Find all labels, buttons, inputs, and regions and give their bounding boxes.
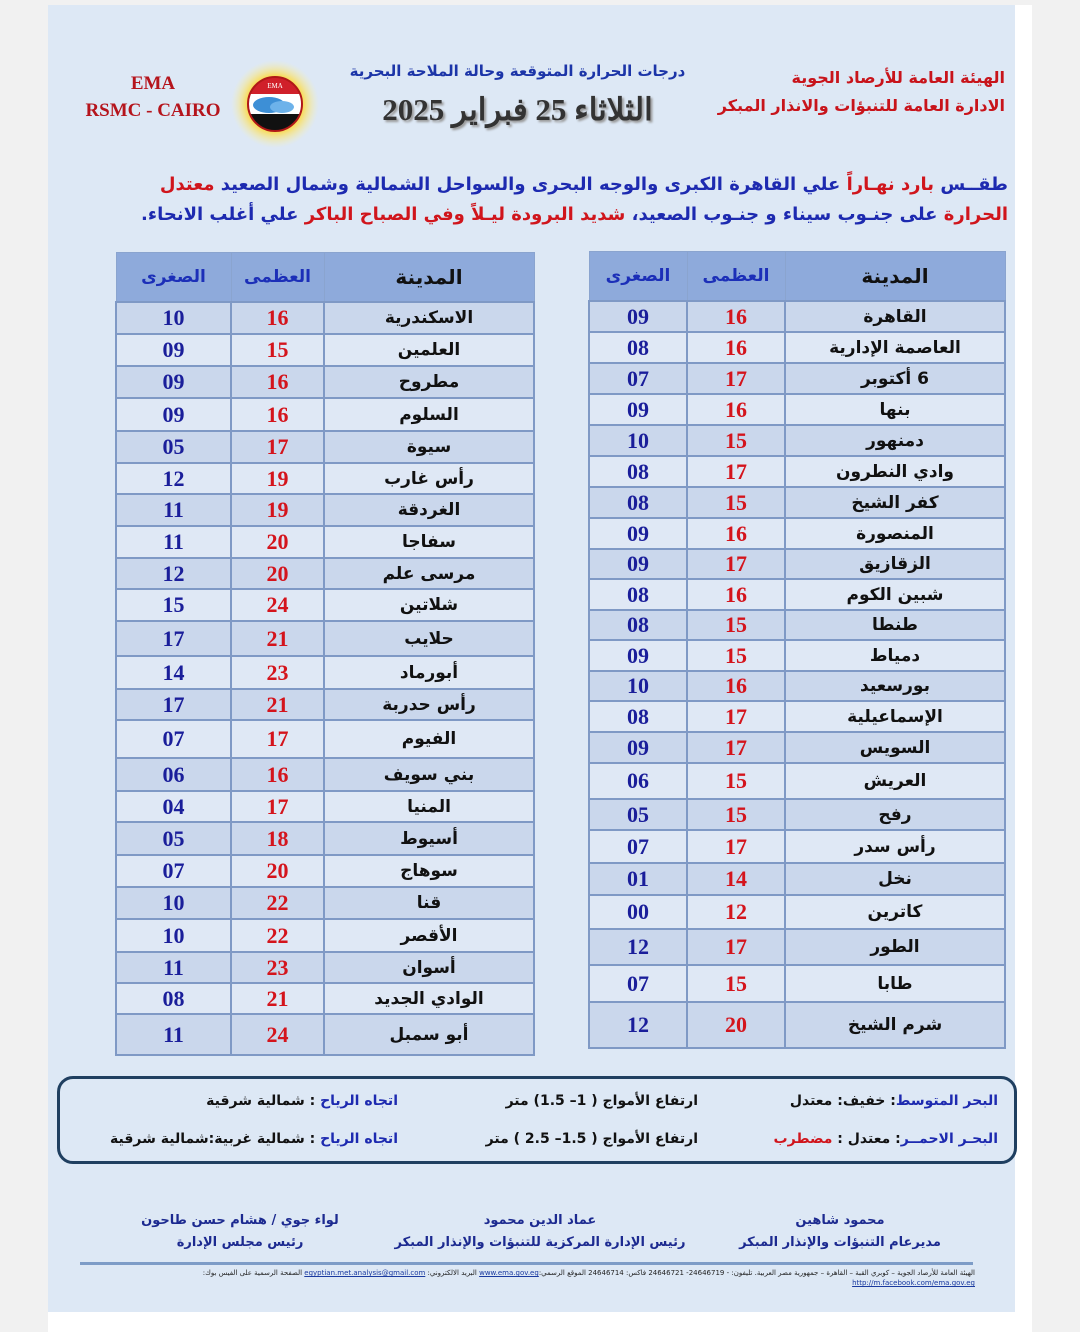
max-temp-cell: 19 (231, 494, 324, 526)
marine-conditions-box (57, 1076, 1017, 1164)
max-temp-cell: 22 (231, 919, 324, 952)
max-temp-cell: 14 (687, 863, 785, 895)
wind-col (76, 1127, 398, 1151)
city-cell: الطور (785, 929, 1005, 965)
min-temp-cell: 11 (116, 952, 231, 983)
min-temp-cell: 09 (589, 301, 687, 332)
signatures (90, 1210, 990, 1258)
max-temp-cell: 20 (231, 855, 324, 887)
city-cell: السلوم (324, 398, 534, 431)
min-temp-cell: 12 (589, 929, 687, 965)
signatory-name: محمود شاهين (795, 1213, 885, 1228)
max-header: العظمى (687, 252, 785, 302)
max-temp-cell: 17 (231, 431, 324, 463)
max-temp-cell: 16 (687, 332, 785, 363)
table-row (589, 929, 1005, 965)
max-temp-cell: 15 (687, 610, 785, 640)
max-temp-cell: 15 (687, 487, 785, 518)
min-temp-cell: 12 (589, 1002, 687, 1048)
table-row (589, 456, 1005, 487)
max-temp-cell: 17 (687, 929, 785, 965)
summary-text: طقــس (934, 174, 1008, 195)
table-row (116, 621, 534, 656)
summary-highlight: بارد نهـاراً (846, 174, 935, 195)
max-temp-cell: 17 (687, 830, 785, 863)
sea-state: : خفيف: معتدل (789, 1093, 896, 1109)
email-label: البريد الالكتروني: (425, 1269, 480, 1277)
min-temp-cell: 07 (589, 363, 687, 394)
wind-direction: : شمالية غربية:شمالية شرقية (110, 1131, 321, 1147)
table-row (116, 758, 534, 791)
min-temp-cell: 11 (116, 494, 231, 526)
min-temp-cell: 06 (116, 758, 231, 791)
city-cell: بنها (785, 394, 1005, 425)
city-cell: العاصمة الإدارية (785, 332, 1005, 363)
min-temp-cell: 08 (589, 456, 687, 487)
min-temp-cell: 06 (589, 763, 687, 799)
website-link[interactable]: www.ema.gov.eg (479, 1269, 539, 1277)
table-row (116, 689, 534, 720)
city-cell: أبورماد (324, 656, 534, 689)
sea-name: البحر المتوسط (895, 1093, 998, 1109)
city-cell: طنطا (785, 610, 1005, 640)
max-temp-cell: 20 (687, 1002, 785, 1048)
min-temp-cell: 07 (116, 855, 231, 887)
city-cell: 6 أكتوبر (785, 363, 1005, 394)
city-cell: أبو سمبل (324, 1014, 534, 1055)
temperature-table-right (588, 251, 1006, 1049)
min-temp-cell: 11 (116, 1014, 231, 1055)
summary-text: علي القاهرة الكبرى والوجه البحرى والسواحل الشمالية وشمال الصعيد (214, 174, 847, 195)
city-cell: سيوة (324, 431, 534, 463)
wind-label: اتجاه الرياح (320, 1131, 398, 1147)
city-cell: مطروح (324, 366, 534, 398)
city-cell: رفح (785, 799, 1005, 830)
table-row (116, 526, 534, 558)
org-department: الادارة العامة للتنبؤات والانذار المبكر (717, 96, 1005, 115)
table-row (589, 394, 1005, 425)
table-row (589, 518, 1005, 549)
max-temp-cell: 21 (231, 983, 324, 1014)
max-temp-cell: 15 (687, 965, 785, 1002)
city-cell: السويس (785, 732, 1005, 763)
max-temp-cell: 16 (687, 579, 785, 610)
summary-highlight: شديد البرودة ليـلاً وفي الصباح الباكر (304, 204, 626, 225)
city-cell: المنيا (324, 791, 534, 822)
city-cell: بورسعيد (785, 671, 1005, 701)
table-row (116, 589, 534, 621)
footer-divider (80, 1262, 973, 1265)
table-row (589, 830, 1005, 863)
city-cell: قنا (324, 887, 534, 919)
min-temp-cell: 07 (589, 830, 687, 863)
min-temp-cell: 05 (116, 822, 231, 855)
table-row (116, 887, 534, 919)
sea-state-rough: مضطرب (773, 1131, 833, 1147)
table-row (589, 425, 1005, 456)
max-temp-cell: 20 (231, 526, 324, 558)
max-temp-cell: 16 (231, 398, 324, 431)
table-row (116, 366, 534, 398)
signatory-title: رئيس مجلس الإدارة (176, 1235, 304, 1250)
city-cell: الوادي الجديد (324, 983, 534, 1014)
wave-height: ارتفاع الأمواج ( 1– 1.5) متر (505, 1093, 698, 1109)
city-cell: شبين الكوم (785, 579, 1005, 610)
max-temp-cell: 19 (231, 463, 324, 494)
weather-summary (108, 170, 1008, 230)
min-temp-cell: 08 (116, 983, 231, 1014)
city-cell: بني سويف (324, 758, 534, 791)
min-temp-cell: 08 (589, 701, 687, 732)
sea-state-col (698, 1089, 998, 1113)
min-temp-cell: 10 (589, 671, 687, 701)
table-row (589, 332, 1005, 363)
sea-state-col (698, 1127, 998, 1151)
city-cell: دمنهور (785, 425, 1005, 456)
min-temp-cell: 17 (116, 621, 231, 656)
min-temp-cell: 05 (589, 799, 687, 830)
table-row (589, 895, 1005, 929)
max-temp-cell: 17 (687, 456, 785, 487)
min-temp-cell: 15 (116, 589, 231, 621)
max-temp-cell: 23 (231, 656, 324, 689)
table-row (116, 398, 534, 431)
max-temp-cell: 22 (231, 887, 324, 919)
max-temp-cell: 17 (231, 720, 324, 758)
table-row (116, 983, 534, 1014)
min-temp-cell: 00 (589, 895, 687, 929)
signatory-title: مديرعام التنبؤات والإنذار المبكر (739, 1235, 941, 1250)
min-temp-cell: 17 (116, 689, 231, 720)
min-temp-cell: 01 (589, 863, 687, 895)
min-temp-cell: 10 (116, 302, 231, 334)
city-cell: الزقازيق (785, 549, 1005, 579)
city-cell: دمياط (785, 640, 1005, 671)
mediterranean-row (76, 1089, 998, 1113)
table-row (589, 701, 1005, 732)
max-temp-cell: 15 (687, 799, 785, 830)
wind-direction: : شمالية شرقية (206, 1093, 321, 1109)
city-cell: أسوان (324, 952, 534, 983)
rsmc-text: RSMC - CAIRO (85, 100, 221, 121)
signature-block (690, 1210, 990, 1258)
facebook-link[interactable]: http://m.facebook.com/ema.gov.eg (852, 1279, 975, 1287)
min-temp-cell: 08 (589, 610, 687, 640)
city-cell: الإسماعيلية (785, 701, 1005, 732)
city-cell: أسيوط (324, 822, 534, 855)
city-cell: رأس حدربة (324, 689, 534, 720)
sea-name: البحـر الاحمــر (900, 1131, 998, 1147)
min-temp-cell: 08 (589, 487, 687, 518)
min-temp-cell: 07 (589, 965, 687, 1002)
max-temp-cell: 16 (687, 671, 785, 701)
city-cell: الغردقة (324, 494, 534, 526)
max-temp-cell: 17 (687, 732, 785, 763)
max-temp-cell: 24 (231, 589, 324, 621)
min-temp-cell: 09 (116, 334, 231, 366)
max-temp-cell: 16 (231, 758, 324, 791)
city-cell: سوهاج (324, 855, 534, 887)
max-temp-cell: 17 (687, 363, 785, 394)
ema-logo-icon (229, 60, 321, 148)
city-cell: كفر الشيخ (785, 487, 1005, 518)
table-row (116, 656, 534, 689)
max-temp-cell: 17 (231, 791, 324, 822)
city-cell: القاهرة (785, 301, 1005, 332)
table-row (116, 334, 534, 366)
table-row (589, 610, 1005, 640)
table-row (116, 558, 534, 589)
table-row (116, 952, 534, 983)
min-temp-cell: 10 (116, 887, 231, 919)
summary-text: على جنـوب سيناء و جنـوب الصعيد، (625, 204, 944, 225)
min-temp-cell: 09 (116, 398, 231, 431)
min-temp-cell: 10 (589, 425, 687, 456)
max-temp-cell: 21 (231, 689, 324, 720)
sea-state: : معتدل : (832, 1131, 901, 1147)
city-cell: الاسكندرية (324, 302, 534, 334)
organization-header (715, 64, 1005, 120)
max-temp-cell: 18 (231, 822, 324, 855)
table-row (589, 1002, 1005, 1048)
city-cell: المنصورة (785, 518, 1005, 549)
city-cell: كاترين (785, 895, 1005, 929)
max-temp-cell: 16 (231, 366, 324, 398)
min-temp-cell: 14 (116, 656, 231, 689)
city-cell: نخل (785, 863, 1005, 895)
city-cell: رأس غارب (324, 463, 534, 494)
report-subtitle: درجات الحرارة المتوقعة وحالة الملاحة البحرية (349, 62, 686, 80)
city-cell: مرسى علم (324, 558, 534, 589)
city-cell: طابا (785, 965, 1005, 1002)
table-row (116, 302, 534, 334)
min-temp-cell: 12 (116, 463, 231, 494)
min-temp-cell: 08 (589, 332, 687, 363)
table-row (116, 822, 534, 855)
table-row (589, 799, 1005, 830)
max-temp-cell: 15 (687, 763, 785, 799)
min-temp-cell: 12 (116, 558, 231, 589)
table-row (589, 763, 1005, 799)
wave-height: ارتفاع الأمواج ( 1.5– 2.5 ) متر (485, 1131, 698, 1147)
table-row (116, 791, 534, 822)
max-temp-cell: 21 (231, 621, 324, 656)
city-cell: شلاتين (324, 589, 534, 621)
min-temp-cell: 07 (116, 720, 231, 758)
summary-highlight: معتدل الحرارة (159, 174, 1008, 225)
max-temp-cell: 17 (687, 549, 785, 579)
min-header: الصغرى (116, 253, 231, 303)
min-temp-cell: 04 (116, 791, 231, 822)
email-link[interactable]: egyptian.met.analysis@gmail.com (304, 1269, 426, 1277)
summary-text: علي أغلب الانحاء. (141, 204, 305, 225)
city-cell: حلايب (324, 621, 534, 656)
city-cell: الأقصر (324, 919, 534, 952)
city-cell: شرم الشيخ (785, 1002, 1005, 1048)
max-temp-cell: 23 (231, 952, 324, 983)
city-cell: رأس سدر (785, 830, 1005, 863)
table-row (116, 1014, 534, 1055)
signatory-name: عماد الدين محمود (483, 1213, 597, 1228)
max-temp-cell: 16 (231, 302, 324, 334)
city-cell: العريش (785, 763, 1005, 799)
wind-label: اتجاه الرياح (320, 1093, 398, 1109)
wind-col (76, 1089, 398, 1113)
table-row (589, 965, 1005, 1002)
max-temp-cell: 15 (687, 425, 785, 456)
table-row (116, 463, 534, 494)
table-row (116, 855, 534, 887)
city-cell: الفيوم (324, 720, 534, 758)
max-temp-cell: 16 (687, 518, 785, 549)
signatory-title: رئيس الإدارة المركزية للتنبؤات والإنذار المبكر (394, 1235, 686, 1250)
city-cell: وادي النطرون (785, 456, 1005, 487)
max-temp-cell: 20 (231, 558, 324, 589)
table-row (589, 487, 1005, 518)
city-cell: سفاجا (324, 526, 534, 558)
max-temp-cell: 17 (687, 701, 785, 732)
max-temp-cell: 15 (231, 334, 324, 366)
city-header: المدينة (785, 252, 1005, 302)
min-temp-cell: 09 (589, 518, 687, 549)
facebook-label: الصفحة الرسمية على الفيس بوك: (202, 1269, 305, 1277)
city-cell: العلمين (324, 334, 534, 366)
ema-text: EMA (130, 73, 176, 94)
max-temp-cell: 12 (687, 895, 785, 929)
table-row (589, 579, 1005, 610)
min-temp-cell: 09 (589, 732, 687, 763)
min-temp-cell: 10 (116, 919, 231, 952)
footer-address: الهيئة العامة للأرصاد الجوية – كوبري القبة – القاهرة – جمهورية مصر العربية. تليفون: - 24646719- 24646721 فاكس: 24646714 الموقع الرسمي: (538, 1269, 975, 1277)
footer-contact (100, 1268, 975, 1288)
max-temp-cell: 15 (687, 640, 785, 671)
signatory-name: لواء جوي / هشام حسن طاحون (141, 1213, 339, 1228)
table-row (116, 919, 534, 952)
table-row (116, 431, 534, 463)
max-temp-cell: 16 (687, 394, 785, 425)
max-temp-cell: 24 (231, 1014, 324, 1055)
logo-text: EMA (267, 82, 283, 90)
table-row (589, 363, 1005, 394)
red-sea-row (76, 1127, 998, 1151)
table-row (589, 732, 1005, 763)
table-row (589, 863, 1005, 895)
org-name: الهيئة العامة للأرصاد الجوية (791, 68, 1005, 87)
table-row (589, 671, 1005, 701)
max-header: العظمى (231, 253, 324, 303)
table-row (116, 720, 534, 758)
table-row (116, 494, 534, 526)
temperature-table-left (115, 252, 535, 1056)
min-temp-cell: 11 (116, 526, 231, 558)
min-temp-cell: 05 (116, 431, 231, 463)
min-temp-cell: 09 (589, 640, 687, 671)
wave-height-col (398, 1127, 698, 1151)
min-temp-cell: 09 (589, 549, 687, 579)
signature-block (90, 1210, 390, 1258)
signature-block (390, 1210, 690, 1258)
city-header: المدينة (324, 253, 534, 303)
wave-height-col (398, 1089, 698, 1113)
max-temp-cell: 16 (687, 301, 785, 332)
ema-label (78, 70, 228, 124)
min-temp-cell: 09 (116, 366, 231, 398)
table-row (589, 301, 1005, 332)
min-header: الصغرى (589, 252, 687, 302)
report-date: الثلاثاء 25 فبراير 2025 (382, 92, 653, 127)
table-row (589, 640, 1005, 671)
min-temp-cell: 09 (589, 394, 687, 425)
min-temp-cell: 08 (589, 579, 687, 610)
table-row (589, 549, 1005, 579)
